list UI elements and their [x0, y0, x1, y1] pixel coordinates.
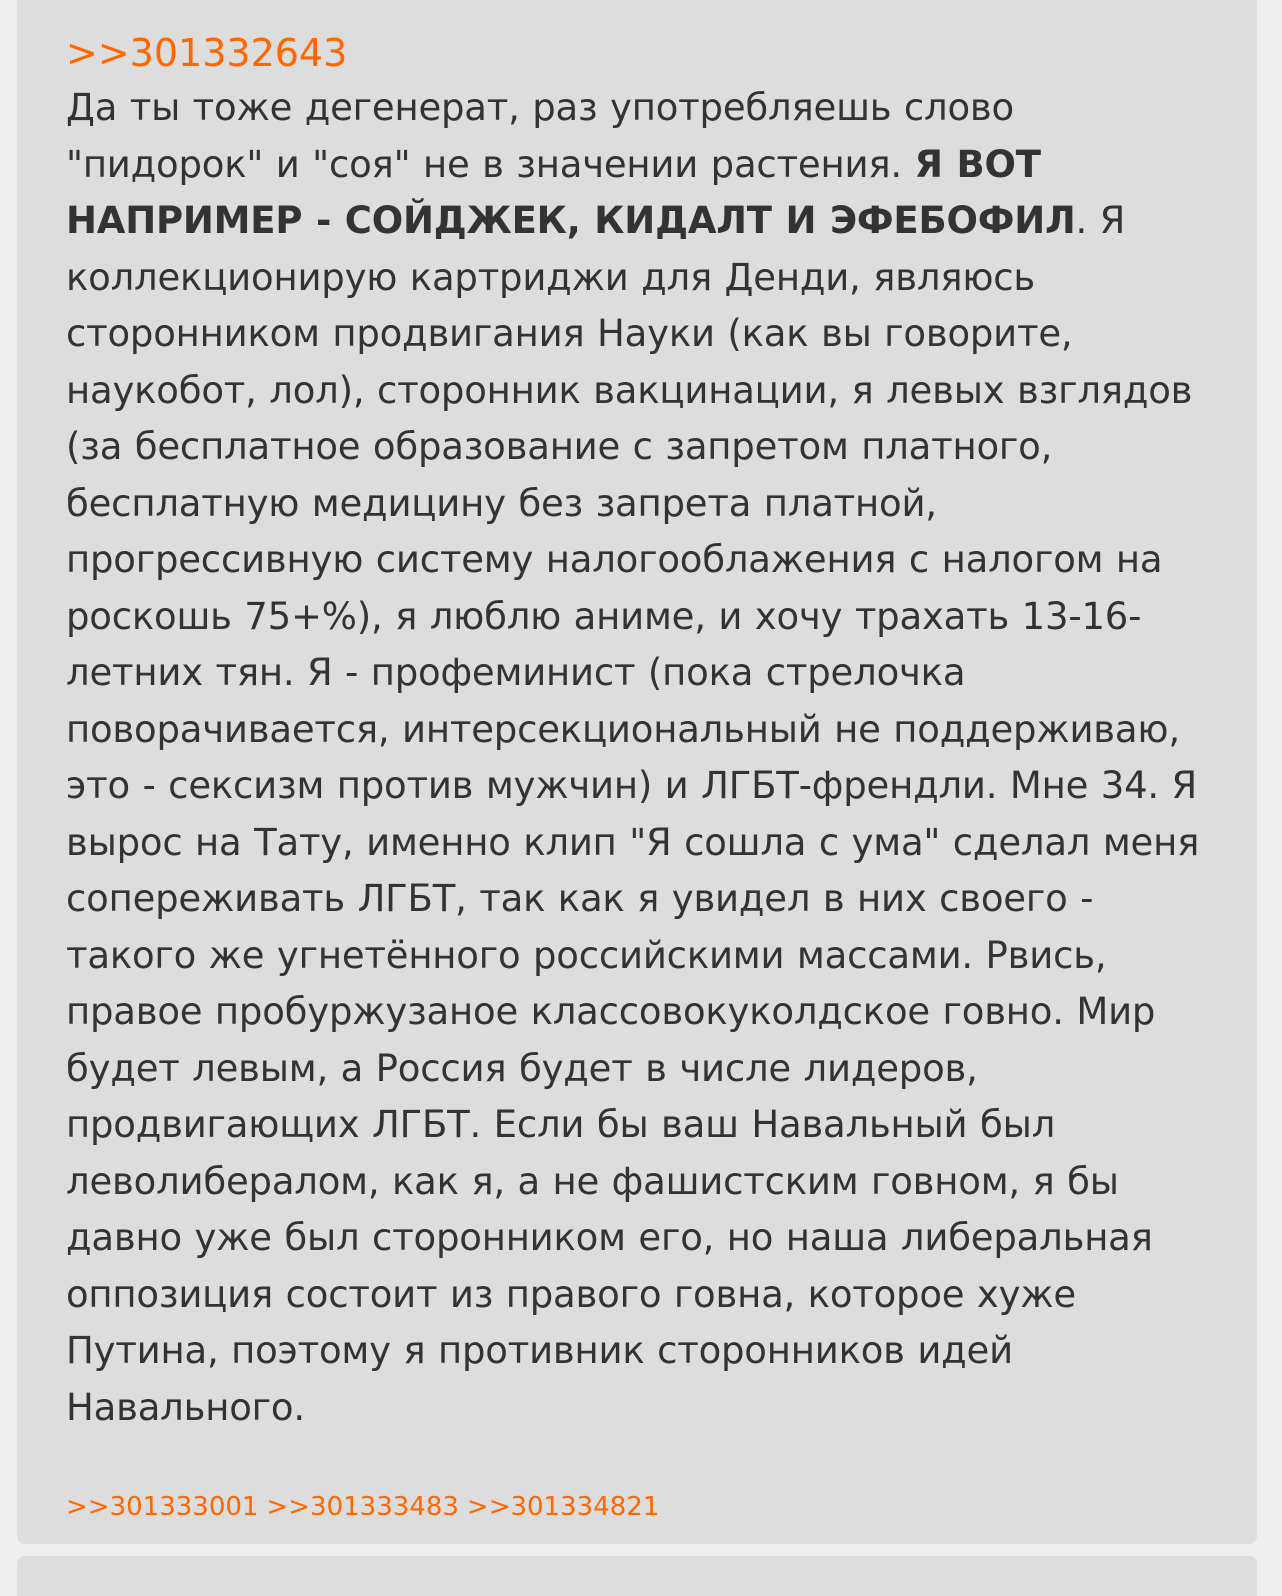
message-text-part1: Да ты тоже дегенерат, раз употребляешь слово "пидорок" и "соя" не в значении растения. — [66, 86, 1014, 186]
reply-link[interactable]: >>301332643 — [66, 31, 348, 75]
backlink[interactable]: >>301333483 — [266, 1492, 459, 1522]
backlink[interactable]: >>301334821 — [466, 1492, 660, 1522]
message-text-part2: . Я коллекционирую картриджи для Денди, являюсь сторонником продвигания Науки (как вы говорите, наукобот, лол), сторонник вакцинации, я левых взглядов (за бесплатное образование с запретом платного, бесплатную медицину без запрета платной, прогрессивную систему налогооблажения с налогом на роскошь 75+%), я люблю аниме, и хочу трахать 13-16-летних тян. Я - профеминист (пока стрелочка поворачивается, интерсекциональный не поддерживаю, это - сексизм против мужчин) и ЛГБТ-френдли. Мне 34. Я вырос на Тату, именно клип "Я сошла с ума" сделал меня сопереживать ЛГБТ, так как я увидел в них своего - такого же угнетённого российскими массами. Рвись, правое пробуржузаное классовокуколдское говно. Мир будет левым, а Россия будет в числе лидеров, продвигающих ЛГБТ. Если бы ваш Навальный был леволибералом, как я, а не фашистским говном, я бы давно уже был сторонником его, но наша либеральная оппозиция состоит из правого говна, которое хуже Путина, поэтому я противник сторонников идей Навального. — [66, 199, 1200, 1429]
post-message — [66, 80, 1207, 1436]
next-post — [17, 1556, 1257, 1596]
backlink[interactable]: >>301333001 — [66, 1492, 259, 1522]
message-bold-text: Я ВОТ НАПРИМЕР - СОЙДЖЕК, КИДАЛТ И ЭФЕБОФИЛ — [66, 142, 1076, 242]
post — [17, 0, 1257, 1544]
backlinks — [66, 1490, 667, 1524]
